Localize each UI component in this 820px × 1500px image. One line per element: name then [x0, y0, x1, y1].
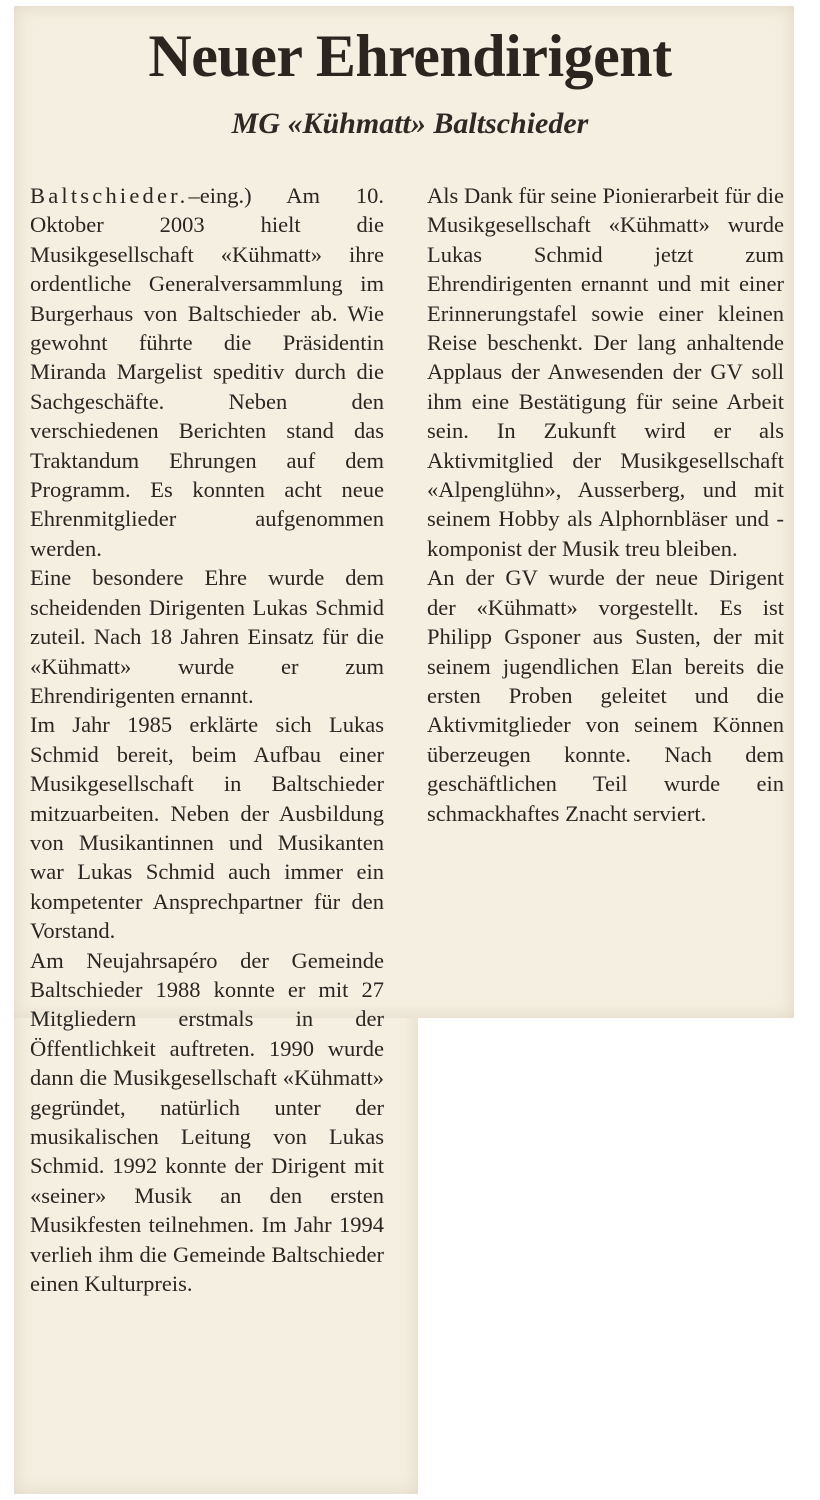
article-paragraph: Als Dank für seine Pionierarbeit für die Musikgesellschaft «Kühmatt» wurde Lukas Schmid jetzt zum Ehrendirigenten ernannt und mit einer Erinnerungstafel sowie einer kleinen Reise beschenkt. Der lang anhaltende Applaus der Anwesenden der GV soll ihm eine Bestätigung für seine Arbeit sein. In Zukunft wird er als Aktivmitglied der Musikgesellschaft «Alpenglühn», Ausserberg, und mit seinem Hobby als Alphornbläser und -komponist der Musik treu bleiben.	[427, 183, 784, 561]
article-paragraph	[30, 181, 384, 563]
article-subheadline: MG «Kühmatt» Baltschieder	[231, 107, 589, 140]
article-column-left	[30, 181, 384, 1298]
article-paragraph: Eine besondere Ehre wurde dem scheidenden Dirigenten Lukas Schmid zuteil. Nach 18 Jahren Einsatz für die «Kühmatt» wurde er zum Ehrendirigenten ernannt.	[30, 565, 384, 708]
article-paragraph: An der GV wurde der neue Dirigent der «Kühmatt» vorgestellt. Es ist Philipp Gsponer aus Susten, der mit seinem jugendlichen Elan bereits die ersten Proben geleitet und die Aktivmitglieder von seinem Können überzeugen konnte. Nach dem geschäftlichen Teil wurde ein schmackhaftes Znacht serviert.	[427, 565, 784, 826]
paragraph-text: –eing.) Am 10. Oktober 2003 hielt die Musikgesellschaft «Kühmatt» ihre ordentliche Generalversammlung im Burgerhaus von Baltschieder ab. Wie gewohnt führte die Präsidentin Miranda Margelist speditiv durch die Sachgeschäfte. Neben den verschiedenen Berichten stand das Traktandum Ehrungen auf dem Programm. Es konnten acht neue Ehrenmitglieder aufgenommen werden.	[30, 183, 384, 561]
article-paragraph: Am Neujahrsapéro der Gemeinde Baltschieder 1988 konnte er mit 27 Mitgliedern erstmals in der Öffentlichkeit auftreten. 1990 wurde dann die Musikgesellschaft «Kühmatt» gegründet, natürlich unter der musikalischen Leitung von Lukas Schmid. 1992 konnte der Dirigent mit «seiner» Musik an den ersten Musikfesten teilnehmen. Im Jahr 1994 verlieh ihm die Gemeinde Baltschieder einen Kulturpreis.	[30, 947, 384, 1297]
article-dateline: Baltschieder.	[30, 183, 189, 208]
article-column-right	[427, 181, 784, 828]
article-paragraph: Im Jahr 1985 erklärte sich Lukas Schmid bereit, beim Aufbau einer Musikgesellschaft in Baltschieder mitzuarbeiten. Neben der Ausbildung von Musikantinnen und Musikanten war Lukas Schmid auch immer ein kompetenter Ansprechpartner für den Vorstand.	[30, 712, 384, 944]
article-headline: Neuer Ehrendirigent	[148, 23, 672, 89]
